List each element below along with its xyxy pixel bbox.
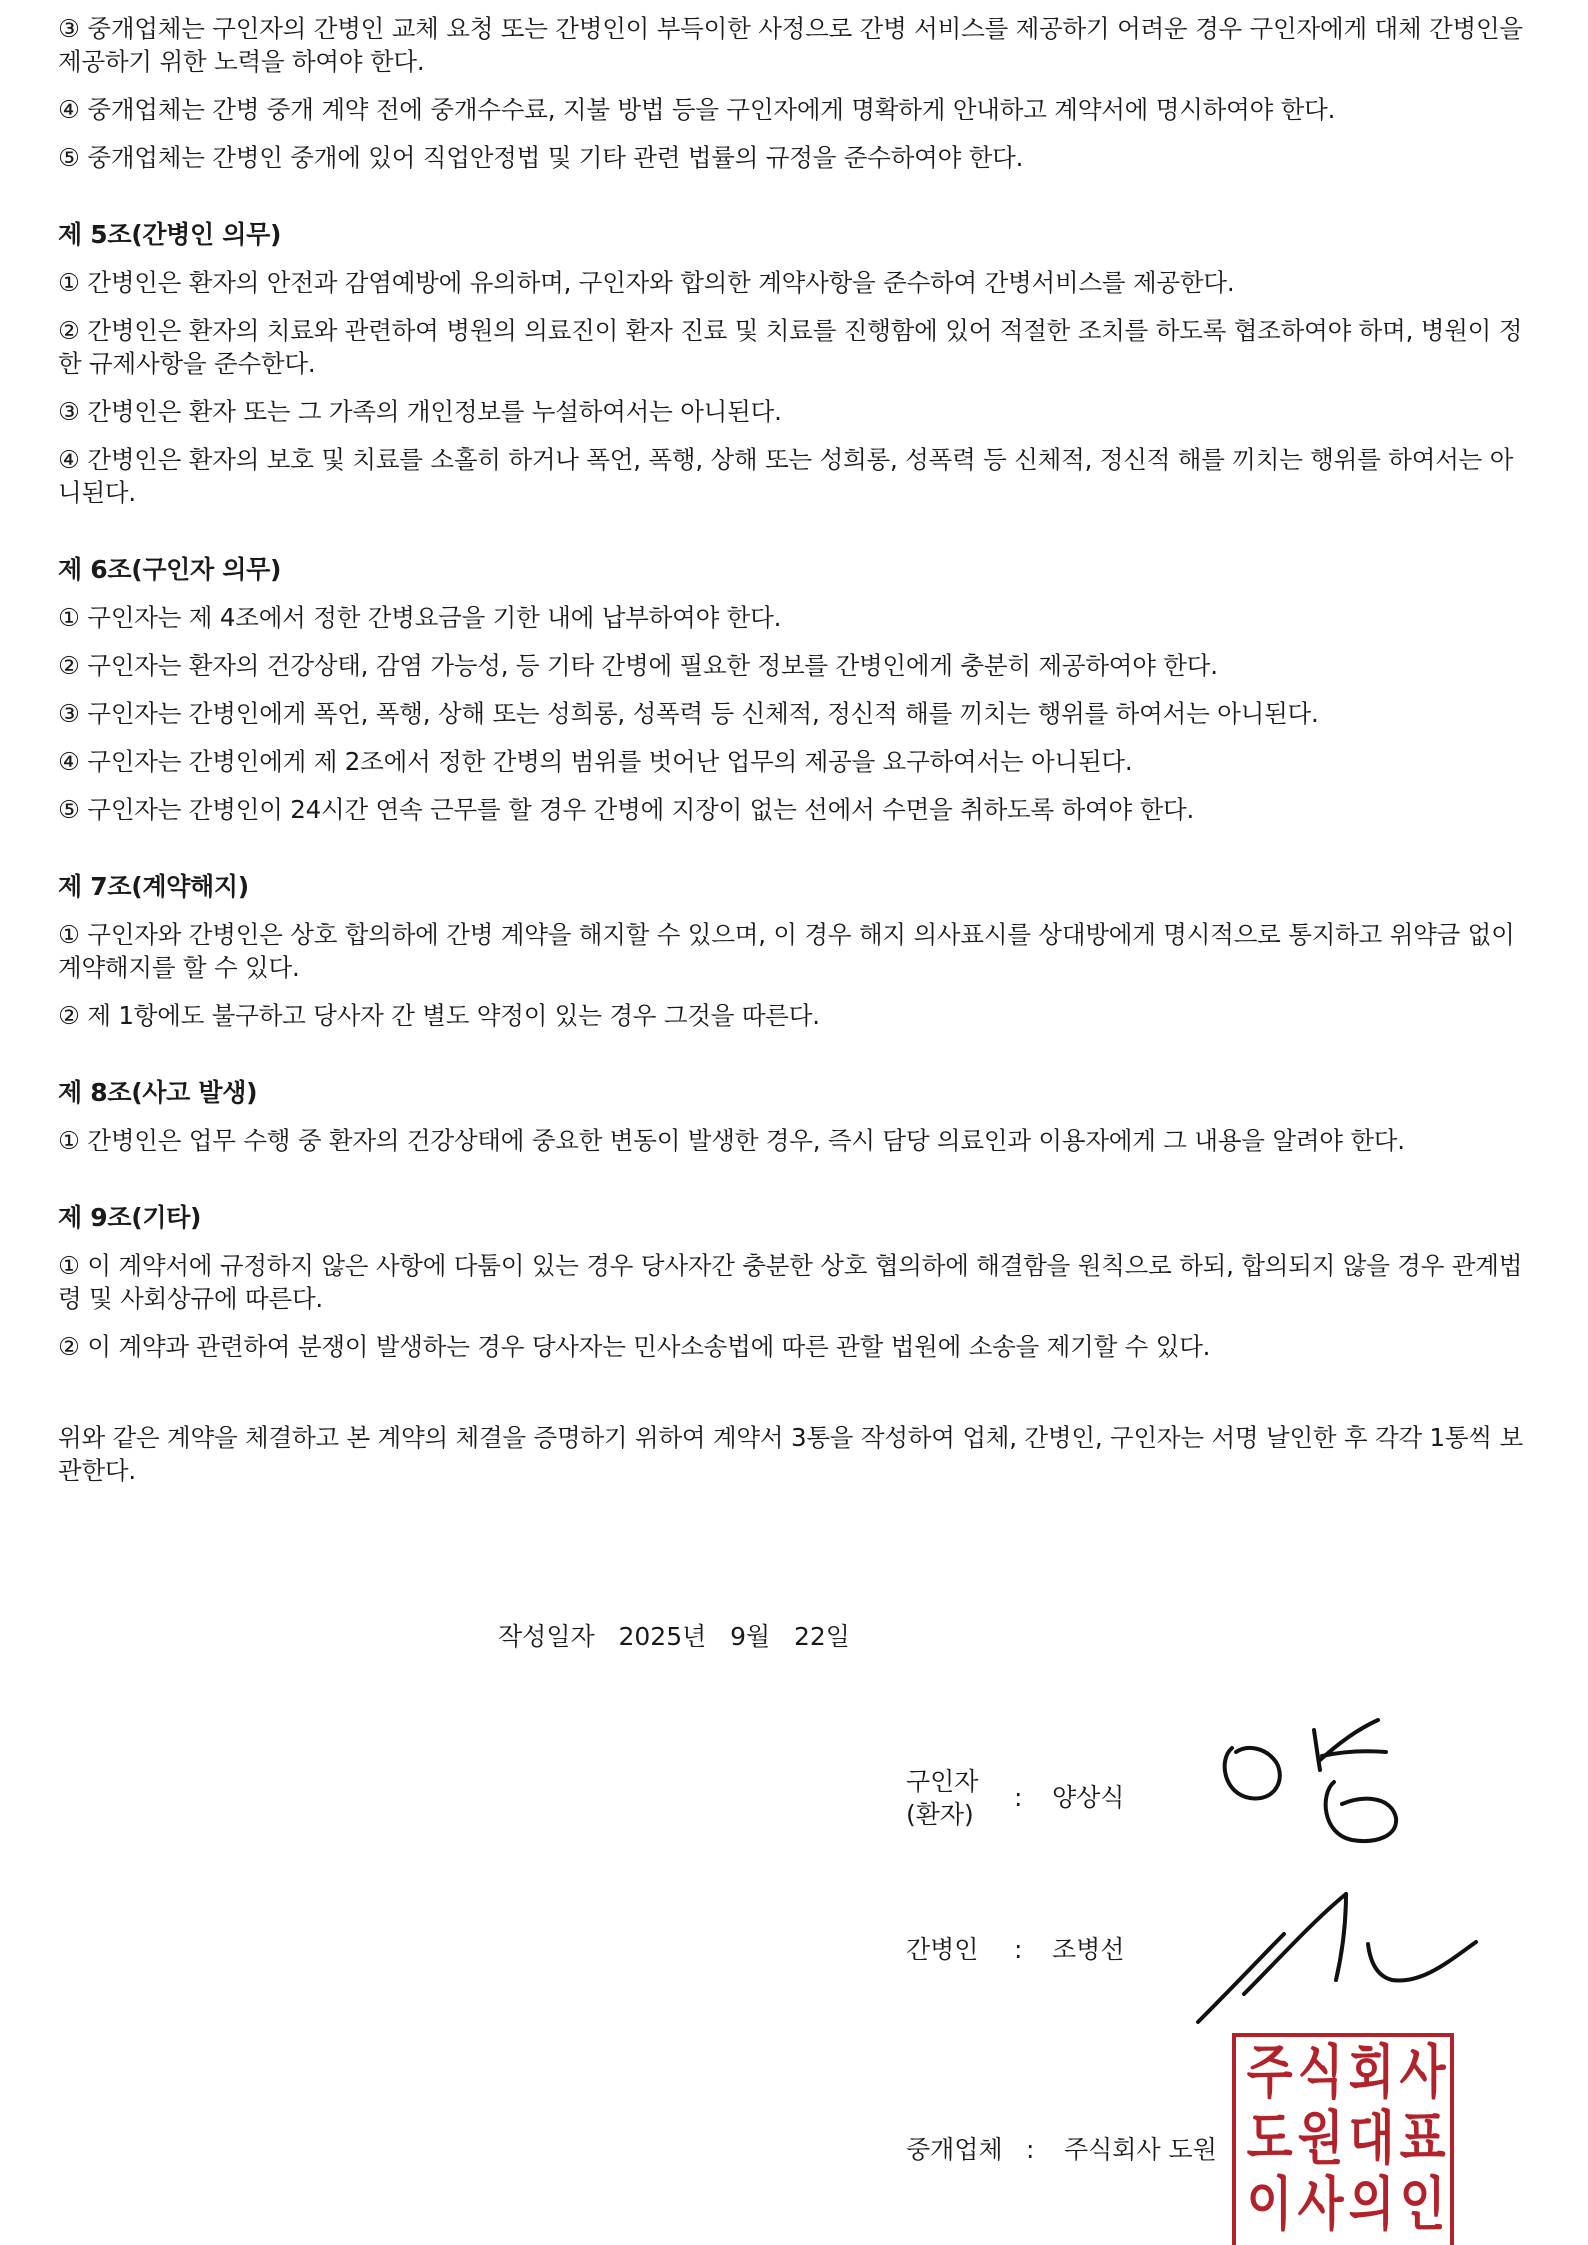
article-4-continuation <box>58 12 1528 174</box>
seal-glyph: 사 <box>1399 2038 1446 2106</box>
agency-name: 주식회사 도원 <box>1064 2135 1217 2164</box>
article-clause: ① 구인자와 간병인은 상호 합의하에 간병 계약을 해지할 수 있으며, 이 경우 해지 의사표시를 상대방에게 명시적으로 통지하고 위약금 없이 계약해지를 할 수 있다. <box>58 920 1515 982</box>
client-label <box>906 1765 978 1831</box>
seal-glyph: 의 <box>1348 2170 1395 2238</box>
seal-glyph: 원 <box>1297 2104 1344 2172</box>
article-heading: 제 7조(계약해지) <box>58 872 249 901</box>
seal-glyph: 회 <box>1348 2038 1395 2106</box>
date-line: 작성일자 2025년 9월 22일 <box>498 1622 850 1651</box>
article-clause: ② 간병인은 환자의 치료와 관련하여 병원의 의료진이 환자 진료 및 치료를 진행함에 있어 적절한 조치를 하도록 협조하여야 하며, 병원이 정한 규제사항을 준수한다. <box>58 316 1523 378</box>
article-clause: ① 이 계약서에 규정하지 않은 사항에 다툼이 있는 경우 당사자간 충분한 상호 협의하에 해결함을 원칙으로 하되, 합의되지 않을 경우 관계법령 및 사회상규에 따른다. <box>58 1251 1523 1313</box>
article-section <box>58 553 1528 826</box>
seal-characters <box>1242 2039 1446 2237</box>
article-clause: ① 간병인은 환자의 안전과 감염예방에 유의하며, 구인자와 합의한 계약사항을 준수하여 간병서비스를 제공한다. <box>58 268 1235 297</box>
article-clause: ④ 중개업체는 간병 중개 계약 전에 중개수수료, 지불 방법 등을 구인자에게 명확하게 안내하고 계약서에 명시하여야 한다. <box>58 95 1336 124</box>
article-clause: ③ 간병인은 환자 또는 그 가족의 개인정보를 누설하여서는 아니된다. <box>58 397 782 426</box>
client-signature-row <box>906 1765 1206 1835</box>
seal-glyph: 대 <box>1348 2104 1395 2172</box>
article-clause: ① 구인자는 제 4조에서 정한 간병요금을 기한 내에 납부하여야 한다. <box>58 603 782 632</box>
caregiver-colon: : <box>1014 1935 1023 1964</box>
seal-glyph: 식 <box>1297 2038 1344 2106</box>
seal-glyph: 사 <box>1297 2170 1344 2238</box>
article-clause: ② 이 계약과 관련하여 분쟁이 발생하는 경우 당사자는 민사소송법에 따른 관할 법원에 소송을 제기할 수 있다. <box>58 1332 1211 1361</box>
article-clause: ④ 구인자는 간병인에게 제 2조에서 정한 간병의 범위를 벗어난 업무의 제공을 요구하여서는 아니된다. <box>58 747 1133 776</box>
client-label-line2: (환자) <box>906 1800 974 1829</box>
caregiver-name: 조병선 <box>1052 1935 1125 1964</box>
article-clause: ③ 중개업체는 구인자의 간병인 교체 요청 또는 간병인이 부득이한 사정으로 간병 서비스를 제공하기 어려운 경우 구인자에게 대체 간병인을 제공하기 위한 노력을 하여야 한다. <box>58 14 1523 76</box>
article-clause: ⑤ 구인자는 간병인이 24시간 연속 근무를 할 경우 간병에 지장이 없는 선에서 수면을 취하도록 하여야 한다. <box>58 795 1195 824</box>
article-clause: ④ 간병인은 환자의 보호 및 치료를 소홀히 하거나 폭언, 폭행, 상해 또는 성희롱, 성폭력 등 신체적, 정신적 해를 끼치는 행위를 하여서는 아니된다. <box>58 445 1514 507</box>
agency-colon: : <box>1026 2135 1035 2164</box>
caregiver-handwritten-signature <box>1186 1884 1486 2034</box>
article-heading: 제 6조(구인자 의무) <box>58 555 282 584</box>
contract-body <box>58 12 1528 1502</box>
client-label-line1: 구인자 <box>906 1767 979 1796</box>
seal-glyph: 주 <box>1246 2038 1293 2106</box>
seal-glyph: 도 <box>1246 2104 1293 2172</box>
article-heading: 제 9조(기타) <box>58 1203 202 1232</box>
article-section <box>58 1076 1528 1157</box>
article-heading: 제 8조(사고 발생) <box>58 1078 258 1107</box>
client-colon: : <box>1014 1783 1023 1812</box>
caregiver-signature-row <box>906 1933 1206 1973</box>
company-seal <box>1232 2033 1454 2245</box>
client-name: 양상식 <box>1052 1783 1125 1812</box>
seal-glyph: 표 <box>1399 2104 1446 2172</box>
article-section <box>58 1201 1528 1363</box>
article-clause: ③ 구인자는 간병인에게 폭언, 폭행, 상해 또는 성희롱, 성폭력 등 신체적, 정신적 해를 끼치는 행위를 하여서는 아니된다. <box>58 699 1319 728</box>
caregiver-label: 간병인 <box>906 1935 979 1964</box>
article-section <box>58 218 1528 509</box>
closing-statement: 위와 같은 계약을 체결하고 본 계약의 체결을 증명하기 위하여 계약서 3통을 작성하여 업체, 간병인, 구인자는 서명 날인한 후 각각 1통씩 보관한다. <box>58 1423 1523 1485</box>
client-handwritten-signature <box>1210 1700 1450 1850</box>
article-heading: 제 5조(간병인 의무) <box>58 220 282 249</box>
article-clause: ① 간병인은 업무 수행 중 환자의 건강상태에 중요한 변동이 발생한 경우, 즉시 담당 의료인과 이용자에게 그 내용을 알려야 한다. <box>58 1126 1405 1155</box>
articles <box>58 218 1528 1363</box>
agency-signature-row <box>906 2133 1236 2173</box>
seal-glyph: 이 <box>1246 2170 1293 2238</box>
agency-label: 중개업체 <box>906 2135 1003 2164</box>
article-clause: ② 제 1항에도 불구하고 당사자 간 별도 약정이 있는 경우 그것을 따른다. <box>58 1001 820 1030</box>
article-clause: ⑤ 중개업체는 간병인 중개에 있어 직업안정법 및 기타 관련 법률의 규정을 준수하여야 한다. <box>58 143 1024 172</box>
seal-glyph: 인 <box>1399 2170 1446 2238</box>
article-clause: ② 구인자는 환자의 건강상태, 감염 가능성, 등 기타 간병에 필요한 정보를 간병인에게 충분히 제공하여야 한다. <box>58 651 1218 680</box>
article-section <box>58 870 1528 1032</box>
